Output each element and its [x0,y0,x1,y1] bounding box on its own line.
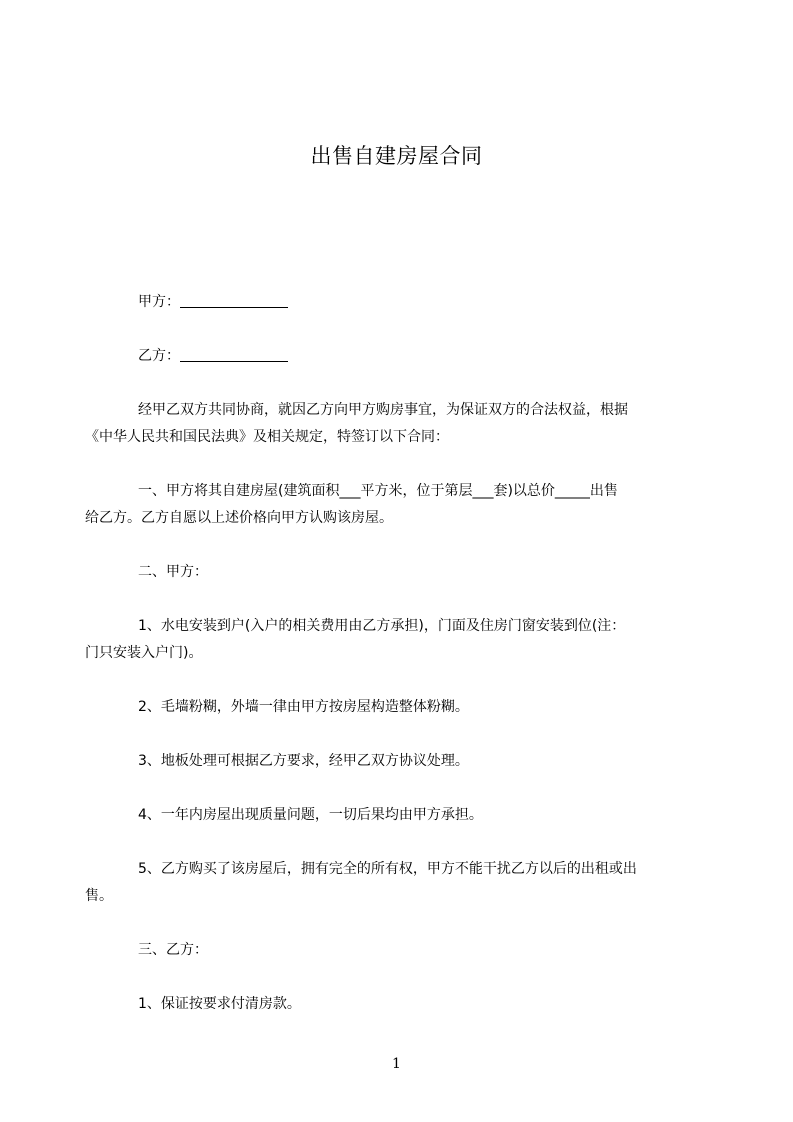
section3-heading: 三、乙方： [138,942,208,958]
party-a-line [138,293,288,311]
section2-item4: 4、一年内房屋出现质量问题，一切后果均由甲方承担。 [138,807,483,823]
party-a-label: 甲方： [138,294,180,310]
section2-item5-line-1: 5、乙方购买了该房屋后，拥有完全的所有权，甲方不能干扰乙方以后的出租或出 [138,861,637,877]
section2-item3: 3、地板处理可根据乙方要求，经甲乙双方协议处理。 [138,753,469,769]
section2-heading: 二、甲方： [138,564,208,580]
section2-item2: 2、毛墙粉糊，外墙一律由甲方按房屋构造整体粉糊。 [138,699,469,715]
intro-line-1: 经甲乙双方共同协商，就因乙方向甲方购房事宜，为保证双方的合法权益，根据 [138,402,628,418]
section2-item1-line-1: 1、水电安装到户(入户的相关费用由乙方承担)，门面及住房门窗安装到位(注： [138,618,626,634]
section2-item5-line-2: 售。 [85,888,113,904]
clause1-line-1: 一、甲方将其自建房屋(建筑面积___平方米，位于第层___套)以总价_____出售 [138,483,618,499]
section2-item1-line-2: 门只安装入户门)。 [85,645,203,661]
party-b-label: 乙方： [138,348,180,364]
section3-item1: 1、保证按要求付清房款。 [138,996,301,1012]
party-a-blank [180,293,288,308]
party-b-line [138,347,288,365]
party-b-blank [180,347,288,362]
clause1-line-2: 给乙方。乙方自愿以上述价格向甲方认购该房屋。 [85,510,393,526]
page-number: 1 [392,1056,401,1072]
intro-line-2: 《中华人民共和国民法典》及相关规定，特签订以下合同： [85,429,449,445]
document-title: 出售自建房屋合同 [310,144,483,168]
